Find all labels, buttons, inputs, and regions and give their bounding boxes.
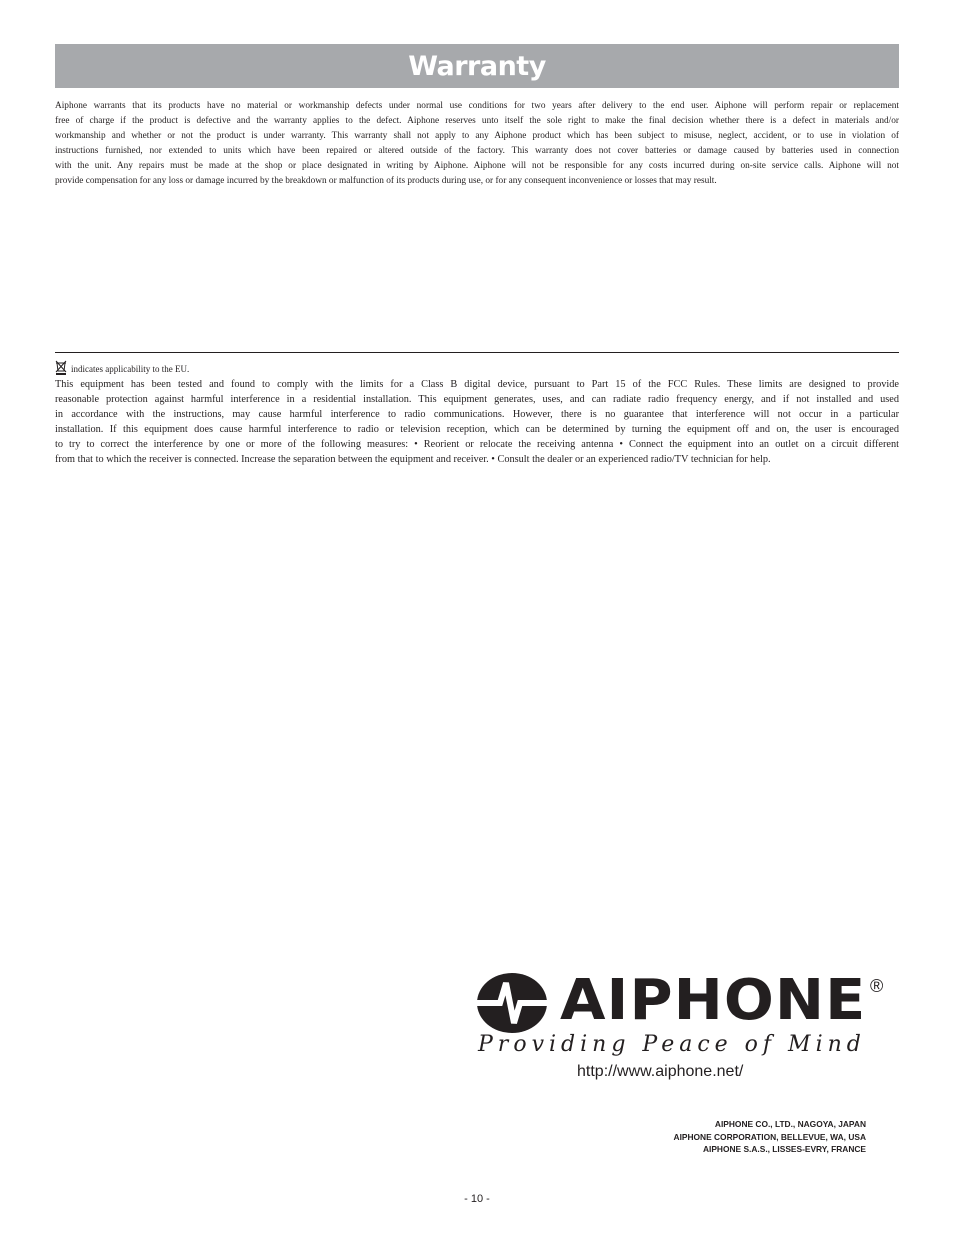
text-line: from that to which the receiver is connected. Increase the separation between the equipment and receiver. • Consult the dealer or an experienced radio/TV technician for help. (55, 454, 771, 465)
aiphone-logo (476, 970, 896, 1040)
weee-bin-icon (55, 360, 67, 377)
eu-note (55, 360, 189, 377)
text-line: workmanship and whether or not the product is under warranty. This warranty shall not apply to any Aiphone product which has been subject to misuse, neglect, accident, or to use in violation of (55, 131, 899, 142)
text-line: installation. If this equipment does cause harmful interference to radio or television reception, which can be determined by turning the equipment off and on, the user is encouraged (55, 424, 899, 435)
eu-note-text: indicates applicability to the EU. (71, 363, 190, 374)
text-line: in accordance with the instructions, may cause harmful interference to radio communications. However, there is no guarantee that interference will not occur in a particular (55, 409, 899, 420)
company-addresses (674, 1118, 866, 1156)
logo-wordmark: AIPHONE (560, 968, 867, 1033)
page-number: - 10 - (464, 1193, 490, 1205)
text-line: instructions furnished, nor extended to units which have been repaired or altered outside of the factory. This warranty does not cover batteries or damage caused by batteries used in connection (55, 146, 899, 157)
divider (55, 352, 899, 353)
text-line: to try to correct the interference by one or more of the following measures: • Reorient or relocate the receiving antenna • Connect the equipment into an outlet on a circuit different (55, 439, 899, 450)
address-line: AIPHONE CO., LTD., NAGOYA, JAPAN (714, 1119, 866, 1129)
text-line: This equipment has been tested and found to comply with the limits for a Class B digital device, pursuant to Part 15 of the FCC Rules. These limits are designed to provide (55, 379, 899, 390)
tagline: Providing Peace of Mind (478, 1032, 866, 1057)
fcc-paragraph (55, 377, 899, 467)
address-line: AIPHONE S.A.S., LISSES-EVRY, FRANCE (702, 1144, 866, 1154)
website-url[interactable]: http://www.aiphone.net/ (577, 1063, 744, 1080)
warranty-paragraph (55, 99, 899, 190)
aiphone-emblem-icon (476, 972, 548, 1034)
text-line: with the unit. Any repairs must be made at the shop or place designated in writing by Aiphone. Aiphone will not be responsible for any costs incurred during on-site service calls. Aiphone will not (55, 161, 899, 172)
registered-mark: ® (870, 976, 884, 996)
address-line: AIPHONE CORPORATION, BELLEVUE, WA, USA (673, 1131, 866, 1142)
text-line: free of charge if the product is defective and the warranty applies to the defect. Aiphone reserves unto itself the sole right to make the final decision whether there is a defect in materials and/or (55, 116, 899, 127)
text-line: provide compensation for any loss or damage incurred by the breakdown or malfunction of its products during use, or for any consequent inconvenience or losses that may result. (55, 176, 717, 187)
section-title-banner (55, 44, 899, 88)
text-line: reasonable protection against harmful interference in a residential installation. This equipment generates, uses, and can radiate radio frequency energy, and if not installed and used (55, 394, 899, 405)
text-line: Aiphone warrants that its products have no material or workmanship defects under normal use conditions for two years after delivery to the end user. Aiphone will perform repair or replacement (55, 101, 899, 111)
page-title: Warranty (408, 50, 546, 82)
